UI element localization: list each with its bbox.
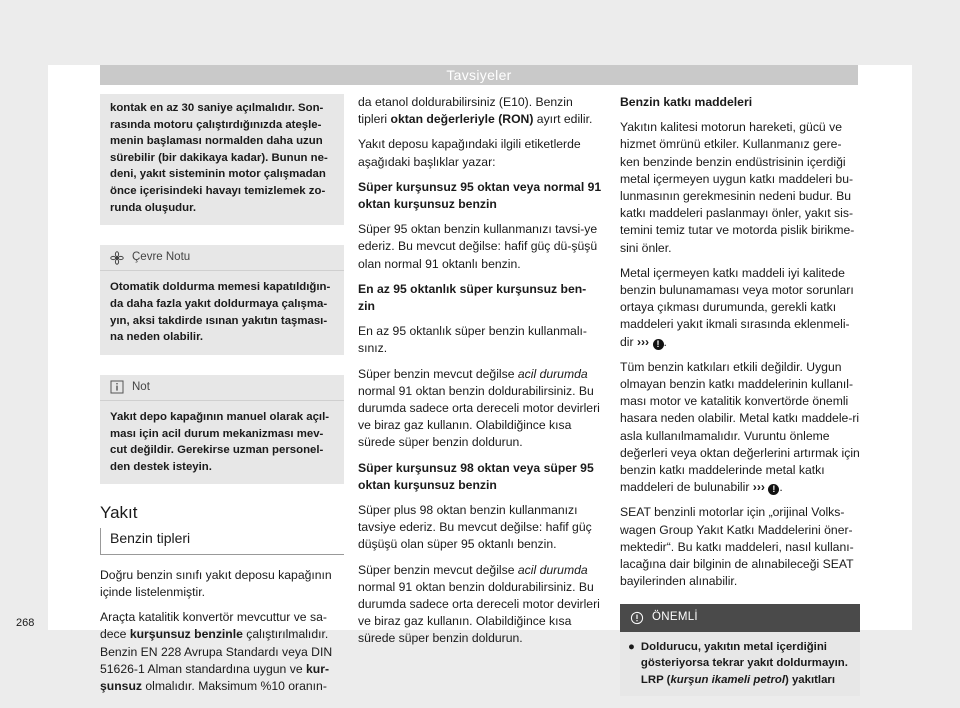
warning-text: Doldurucu, yakıtın metal içerdiğini gösteriyorsa tekrar yakıt doldurmayın. LRP (kurşun ikameli petrol) yakıtları xyxy=(640,640,848,686)
note-title: Not xyxy=(132,380,150,393)
warning-title: ÖNEMLİ xyxy=(652,611,698,624)
paragraph: Tüm benzin katkıları etkili değildir. Uygun olmayan benzin katkı maddelerinin kullanıl-ması motor ve katalitik konvertörde önemli hasara neden olabilir. Metal katkı maddele-ri asla kullanılmamalıdır. Vuruntu önleme değerleri veya oktan değerlerini artırmak için benzin katkı maddelerinde metal katkı maddeleri de bulunabilir ››› ! . xyxy=(620,359,860,495)
subheading: En az 95 oktanlık süper kurşunsuz ben-zin xyxy=(358,281,587,314)
column-2 xyxy=(358,94,602,656)
intro-box: kontak en az 30 saniye açılmalıdır. Son-rasında motoru çalıştırdığınızda ateşle-menin başlaması normalden daha uzun sürebilir (bir dakikaya kadar). Bunun ne-deni, yakıt sisteminin motor çalışmadan önce içerisindeki havayı temizlemek zo-runda oluşudur. xyxy=(100,94,344,225)
warning-body xyxy=(620,632,860,697)
env-note-text: Otomatik doldurma memesi kapatıldığın-da daha fazla yakıt doldurmaya çalışma-yın, aksi takdirde ısınan yakıtın taşması-na neden olabilir. xyxy=(100,271,344,354)
paragraph: SEAT benzinli motorlar için „orijinal Volks-wagen Group Yakıt Katkı Maddelerini öner-mektedir“. Bu katkı maddeleri, nasıl kullanı-lacağına dair bilginin de alınabileceği SEAT bayilerinden alınabilir. xyxy=(620,505,854,589)
note-text: Yakıt depo kapağının manuel olarak açıl-ması için acil durum mekanizması mev-cut değildir. Gerekirse uzman personel-den destek isteyin. xyxy=(100,401,344,484)
paragraph: Süper benzin mevcut değilse acil durumda normal 91 oktan benzin doldurabilirsiniz. Bu durumda sadece orta dereceli motor devirleri ve biraz gaz kullanın. Olabildiğince kısa sürede süper benzin doldurun. xyxy=(358,562,600,646)
subheading: Süper kurşunsuz 95 oktan veya normal 91 oktan kurşunsuz benzin xyxy=(358,179,602,212)
paragraph: En az 95 oktanlık süper benzin kullanmalı-sınız. xyxy=(358,324,587,356)
column-1 xyxy=(100,94,344,703)
paragraph: da etanol doldurabilirsiniz (E10). Benzin tipleri oktan değerleriyle (RON) ayırt edilir. xyxy=(358,95,593,127)
reference-arrow[interactable]: ››› xyxy=(636,334,650,349)
paragraph: Araçta katalitik konvertör mevcuttur ve sa-dece kurşunsuz benzinle çalıştırılmalıdır. Benzin EN 228 Avrupa Standardı veya DIN 51626-1 Alman standardına uygun ve kur-şunsuz olmalıdır. Maksimum %10 oranın- xyxy=(100,610,333,693)
paragraph: Yakıt deposu kapağındaki ilgili etiketlerde aşağıdaki başlıklar yazar: xyxy=(358,137,581,169)
warning-ref-icon[interactable]: ! xyxy=(768,484,779,495)
warning-box xyxy=(620,604,860,696)
subheading: Benzin katkı maddeleri xyxy=(620,95,753,109)
paragraph: Metal içermeyen katkı maddeli iyi kalitede benzin bulunamaması veya motor sorunları ortaya çıkması durumunda, gerekli katkı maddeleri yakıt ikmali sırasında eklenmeli-dir ››› ! . xyxy=(620,265,854,349)
warning-header xyxy=(620,604,860,631)
env-note-header xyxy=(100,245,344,271)
env-note-box xyxy=(100,245,344,355)
bullet: ● xyxy=(628,640,635,653)
paragraph: Süper benzin mevcut değilse acil durumda normal 91 oktan benzin doldurabilirsiniz. Bu durumda sadece orta dereceli motor devirleri ve biraz gaz kullanın. Olabildiğince kısa sürede süper benzin doldurun. xyxy=(358,366,600,450)
reference-arrow[interactable]: ››› xyxy=(752,480,765,495)
note-box xyxy=(100,375,344,485)
paragraph: Doğru benzin sınıfı yakıt deposu kapağının içinde listelenmiştir. xyxy=(100,567,332,599)
paragraph: Süper plus 98 oktan benzin kullanmanızı tavsiye ederiz. Bu mevcut değilse: hafif güç düşüşü olan süper 95 oktanlı benzin. xyxy=(358,503,592,552)
subsection-title: Benzin tipleri xyxy=(100,528,344,555)
env-note-title: Çevre Notu xyxy=(132,251,191,264)
subheading: Süper kurşunsuz 98 oktan veya süper 95 oktan kurşunsuz benzin xyxy=(358,460,594,492)
column-3 xyxy=(620,94,860,696)
warning-ref-icon[interactable]: ! xyxy=(653,339,664,350)
warning-icon xyxy=(630,611,644,625)
page-number: 268 xyxy=(16,617,35,629)
info-icon xyxy=(110,380,124,394)
note-header xyxy=(100,375,344,401)
flower-icon xyxy=(110,251,124,265)
paragraph: Süper 95 oktan benzin kullanmanızı tavsi-ye ederiz. Bu mevcut değilse: hafif güç dü-şüşü olan normal 91 oktanlı benzin. xyxy=(358,222,598,271)
section-title: Yakıt xyxy=(100,503,138,523)
page-header: Tavsiyeler xyxy=(100,65,858,85)
paragraph: Yakıtın kalitesi motorun hareketi, gücü ve hizmet ömrünü etkiler. Kullanmanız gere-ken benzinde benzin endüstrisinin içerdiği metal içermeyen uygun katkı maddeleri bu-lunmasının gerekmesinin nedeni budur. Bu katkı maddeleri paslanmayı önler, yakıt sis-temini temiz tutar ve motorda pislik birikme-sini önler. xyxy=(620,120,855,255)
